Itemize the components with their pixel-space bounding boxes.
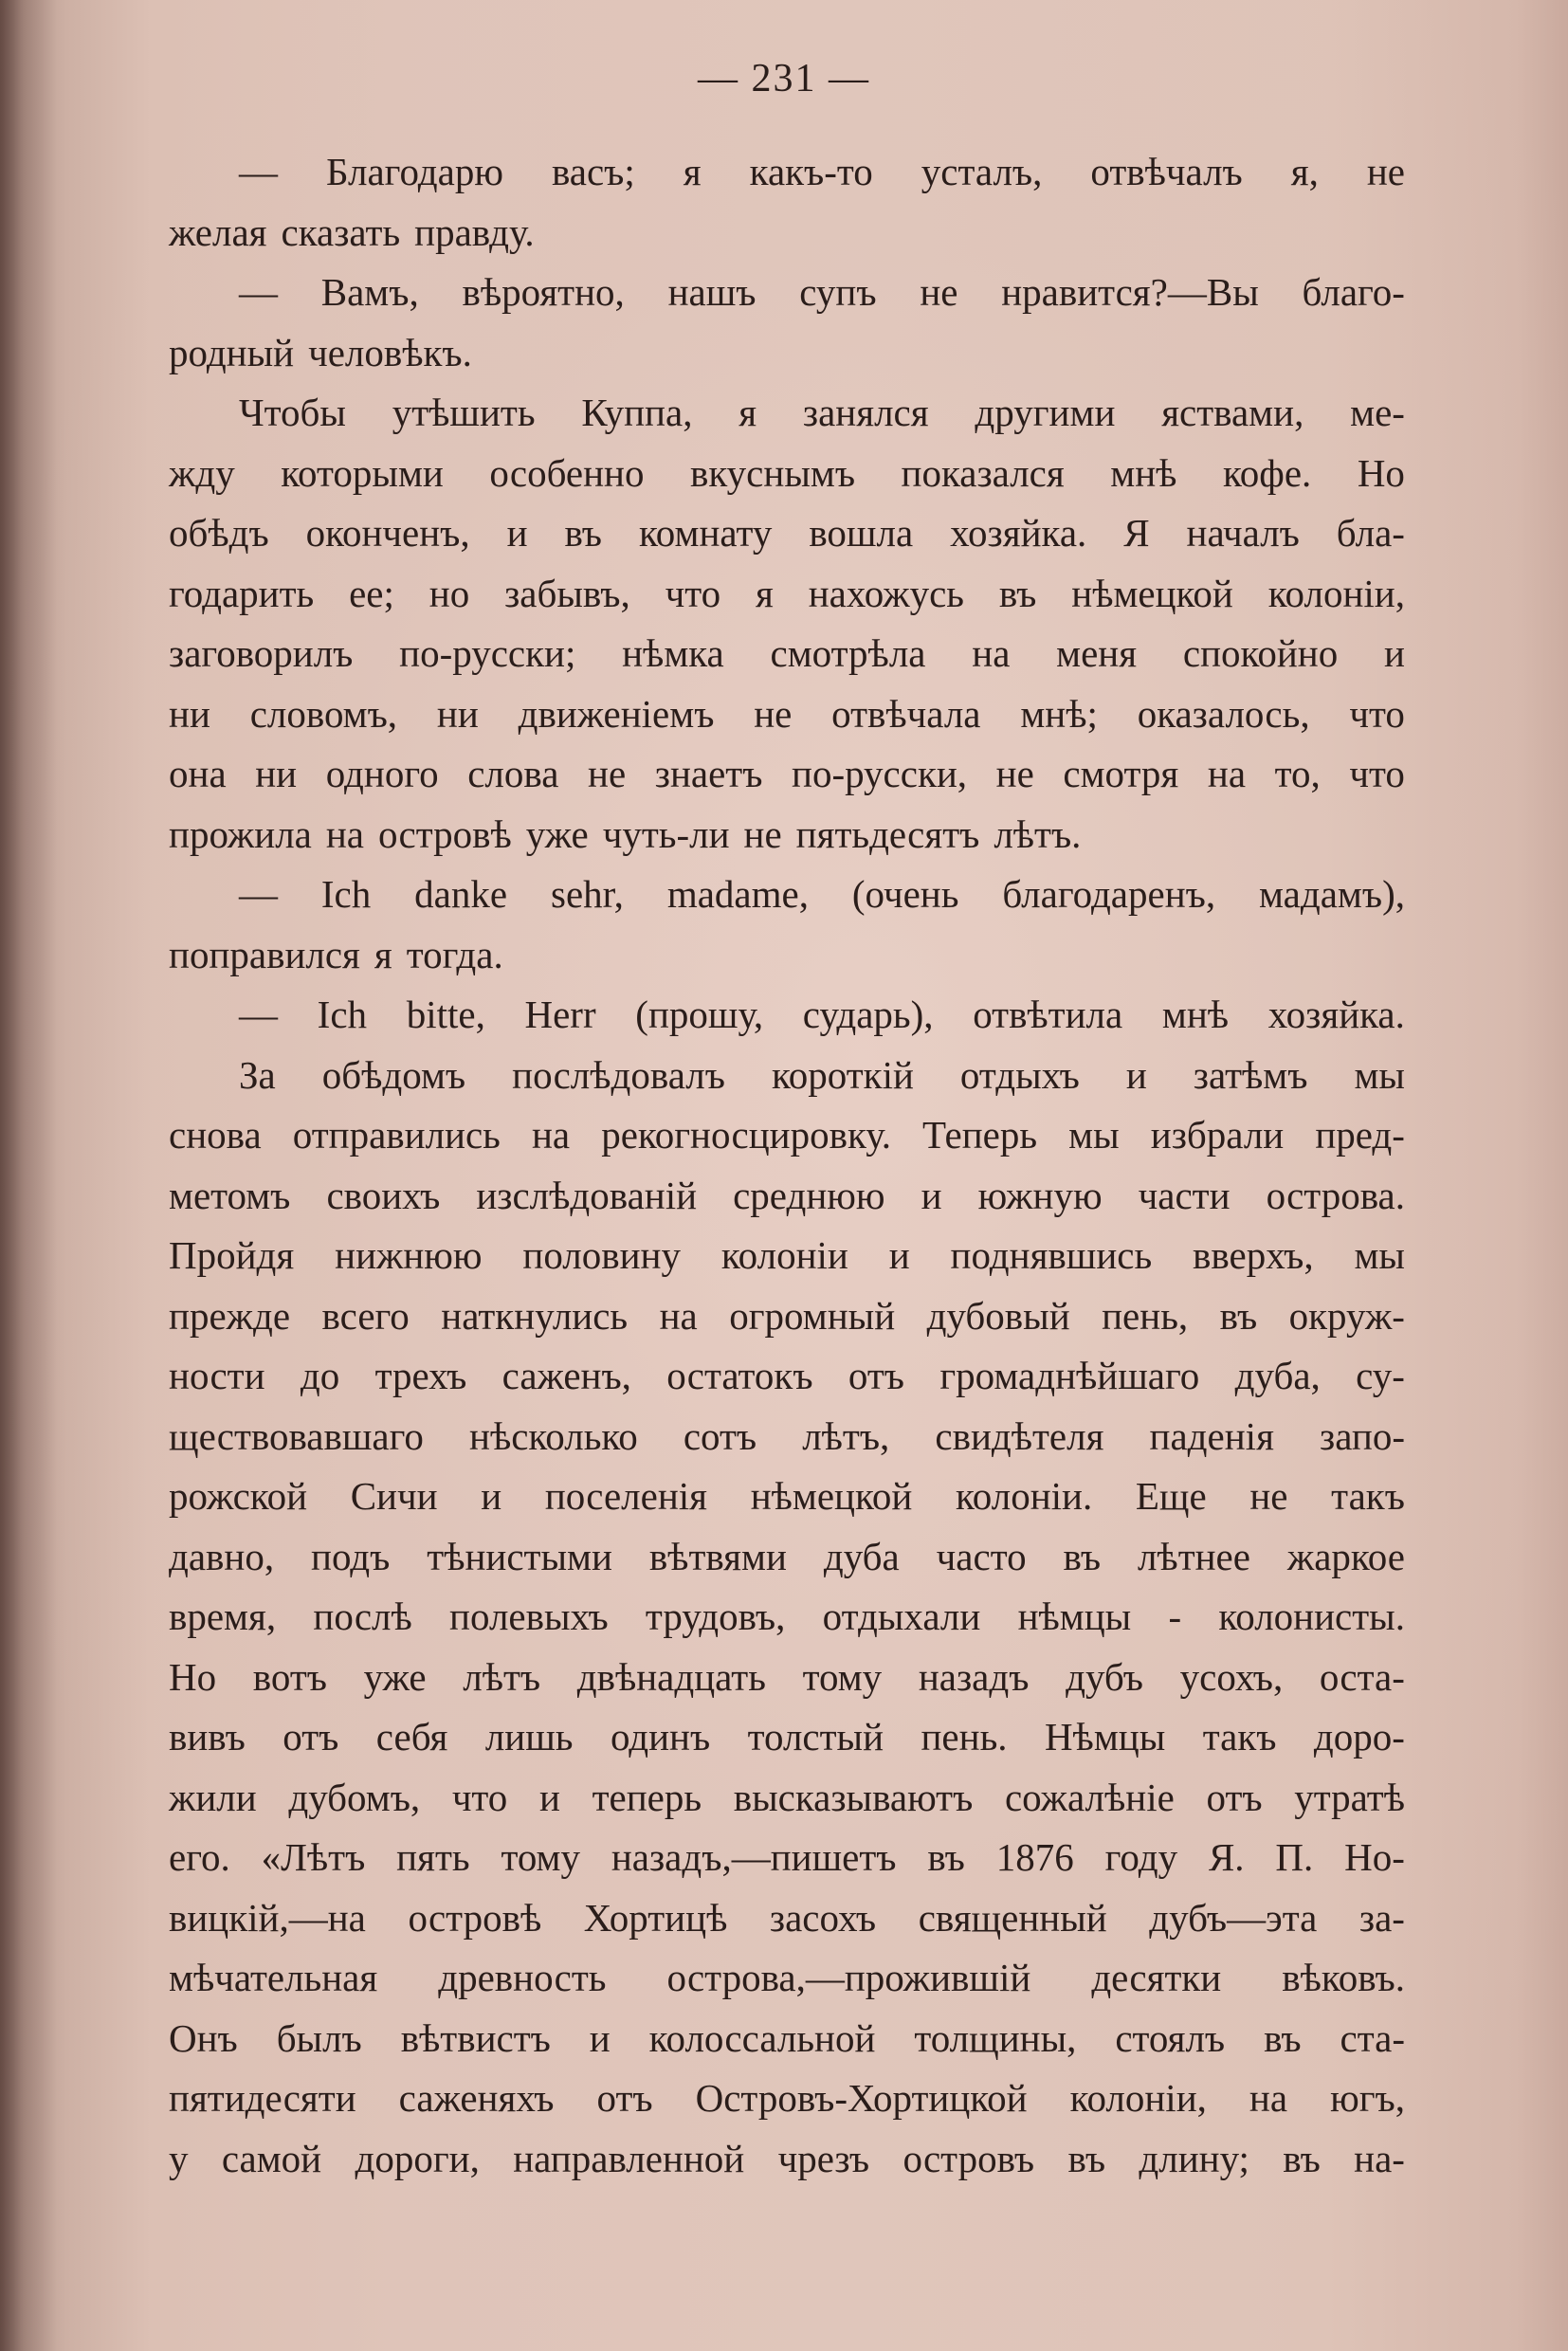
text-line: прежде всего наткнулись на огромный дубовый пень, въ окруж-: [169, 1293, 1405, 1338]
text-line: ни словомъ, ни движеніемъ не отвѣчала мнѣ; оказалось, что: [169, 691, 1405, 736]
text-line: — Благодарю васъ; я какъ-то усталъ, отвѣчалъ я, не: [239, 150, 1405, 193]
text-line: прожила на островѣ уже чуть-ли не пятьдесятъ лѣтъ.: [169, 811, 1082, 856]
gutter-shadow: [0, 0, 57, 2351]
text-line: ществовавшаго нѣсколько сотъ лѣтъ, свидѣтеля паденія запо-: [169, 1413, 1405, 1458]
text-line: вицкій,—на островѣ Хортицѣ засохъ священный дубъ—эта за-: [169, 1895, 1405, 1940]
text-line: у самой дороги, направленной чрезъ островъ въ длину; въ на-: [169, 2136, 1405, 2180]
text-line: поправился я тогда.: [169, 932, 503, 976]
text-line: мѣчательная древность острова,—прожившій десятки вѣковъ.: [169, 1956, 1405, 1999]
text-line: рожской Сичи и поселенія нѣмецкой колоніи. Еще не такъ: [169, 1474, 1405, 1518]
text-line: она ни одного слова не знаетъ по-русски, не смотря на то, что: [169, 752, 1405, 795]
text-line: заговорилъ по-русски; нѣмка смотрѣла на меня спокойно и: [169, 631, 1405, 675]
text-line: — Вамъ, вѣроятно, нашъ супъ не нравится?—Вы благо-: [239, 270, 1405, 314]
text-line: Пройдя нижнюю половину колоніи и поднявшись вверхъ, мы: [169, 1233, 1405, 1277]
text-line: пятидесяти саженяхъ отъ Островъ-Хортицкой колоніи, на югъ,: [169, 2076, 1405, 2120]
text-line: Но вотъ уже лѣтъ двѣнадцать тому назадъ дубъ усохъ, оста-: [169, 1654, 1405, 1699]
text-line: За обѣдомъ послѣдовалъ короткій отдыхъ и затѣмъ мы: [239, 1052, 1405, 1097]
text-line: обѣдъ оконченъ, и въ комнату вошла хозяйка. Я началъ бла-: [169, 511, 1405, 555]
text-line: жду которыми особенно вкуснымъ показался мнѣ кофе. Но: [169, 450, 1405, 495]
text-line: — Ich bitte, Herr (прошу, сударь), отвѣтила мнѣ хозяйка.: [239, 993, 1405, 1036]
text-line: ности до трехъ саженъ, остатокъ отъ громаднѣйшаго дуба, су-: [169, 1354, 1405, 1397]
page-number: — 231 —: [698, 57, 870, 100]
text-line: родный человѣкъ.: [169, 330, 472, 374]
text-line: Онъ былъ вѣтвистъ и колоссальной толщины, стоялъ въ ста-: [169, 2015, 1405, 2060]
text-line: давно, подъ тѣнистыми вѣтвями дуба часто въ лѣтнее жаркое: [169, 1534, 1405, 1578]
text-line: жили дубомъ, что и теперь высказываютъ сожалѣніе отъ утратѣ: [169, 1775, 1405, 1819]
body-text: [169, 142, 1405, 2189]
text-line: годарить ее; но забывъ, что я нахожусь въ нѣмецкой колоніи,: [169, 571, 1405, 615]
text-line: время, послѣ полевыхъ трудовъ, отдыхали нѣмцы - колонисты.: [169, 1595, 1405, 1638]
text-line: его. «Лѣтъ пять тому назадъ,—пишетъ въ 1876 году Я. П. Но-: [169, 1835, 1405, 1879]
text-line: желая сказать правду.: [169, 210, 535, 254]
text-line: вивъ отъ себя лишь одинъ толстый пень. Нѣмцы такъ доро-: [169, 1715, 1405, 1759]
text-line: снова отправились на рекогносцировку. Теперь мы избрали пред-: [169, 1113, 1405, 1157]
text-line: метомъ своихъ изслѣдованій среднюю и южную части острова.: [169, 1173, 1405, 1217]
text-line: — Ich danke sehr, madame, (очень благодаренъ, мадамъ),: [239, 872, 1405, 916]
text-line: Чтобы утѣшить Куппа, я занялся другими яствами, ме-: [239, 391, 1405, 434]
